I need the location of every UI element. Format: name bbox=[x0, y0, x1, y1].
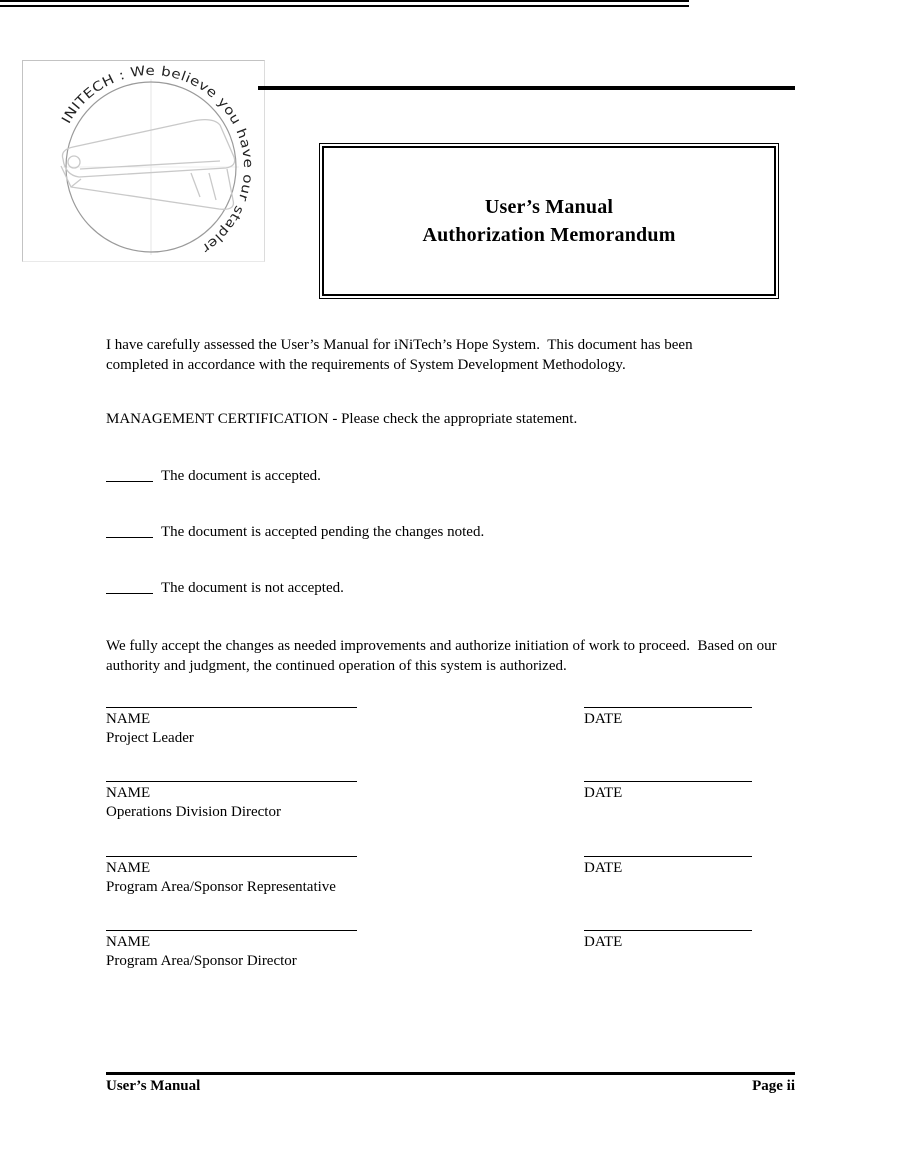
role-label: Program Area/Sponsor Representative bbox=[106, 878, 336, 895]
option-not-accepted bbox=[106, 578, 344, 597]
option-accepted-pending bbox=[106, 522, 484, 541]
header-rule bbox=[258, 86, 795, 90]
date-line-operations-division-director[interactable] bbox=[584, 781, 752, 803]
signature-line-project-leader[interactable] bbox=[106, 707, 357, 747]
signature-line-sponsor-representative[interactable] bbox=[106, 856, 357, 896]
logo-tagline: INITECH : We believe you have our stapler bbox=[59, 63, 256, 256]
footer-page-number: Page ii bbox=[752, 1078, 795, 1094]
initech-stapler-logo-icon bbox=[23, 61, 262, 259]
check-blank-line[interactable] bbox=[106, 580, 153, 594]
section-divider-rule bbox=[0, 0, 689, 7]
role-label: Program Area/Sponsor Director bbox=[106, 952, 297, 969]
option-label: The document is not accepted. bbox=[161, 580, 344, 596]
initech-logo-frame bbox=[22, 60, 265, 262]
option-label: The document is accepted. bbox=[161, 468, 321, 484]
footer bbox=[106, 1078, 795, 1095]
authorization-paragraph: We fully accept the changes as needed improvements and authorize initiation of work to proceed. Based on our authority and judgment, the continued operation of this system is authorized. bbox=[106, 638, 781, 674]
document-title-line1: User’s Manual bbox=[484, 196, 614, 218]
date-line-sponsor-director[interactable] bbox=[584, 930, 752, 952]
date-label: DATE bbox=[584, 711, 623, 727]
role-label: Operations Division Director bbox=[106, 803, 281, 820]
signature-line-sponsor-director[interactable] bbox=[106, 930, 357, 970]
date-line-sponsor-representative[interactable] bbox=[584, 856, 752, 878]
stapler-icon bbox=[61, 120, 235, 210]
date-line-project-leader[interactable] bbox=[584, 707, 752, 729]
signature-line-operations-division-director[interactable] bbox=[106, 781, 357, 821]
svg-text:INITECH : We believe you have bbox=[59, 64, 255, 256]
certification-heading: MANAGEMENT CERTIFICATION - Please check the appropriate statement. bbox=[106, 411, 578, 427]
name-label: NAME bbox=[106, 711, 151, 727]
option-accepted bbox=[106, 466, 321, 485]
check-blank-line[interactable] bbox=[106, 524, 153, 538]
intro-paragraph: I have carefully assessed the User’s Manual for iNiTech’s Hope System. This document has been completed in accordance with the requirements of System Development Methodology. bbox=[106, 337, 697, 373]
title-box bbox=[322, 146, 776, 296]
date-label: DATE bbox=[584, 934, 623, 950]
role-label: Project Leader bbox=[106, 729, 194, 746]
date-label: DATE bbox=[584, 785, 623, 801]
check-blank-line[interactable] bbox=[106, 468, 153, 482]
footer-rule bbox=[106, 1072, 795, 1075]
footer-document-name: User’s Manual bbox=[106, 1078, 201, 1094]
name-label: NAME bbox=[106, 785, 151, 801]
document-title-line2: Authorization Memorandum bbox=[422, 224, 676, 246]
name-label: NAME bbox=[106, 860, 151, 876]
name-label: NAME bbox=[106, 934, 151, 950]
date-label: DATE bbox=[584, 860, 623, 876]
option-label: The document is accepted pending the changes noted. bbox=[161, 524, 485, 540]
